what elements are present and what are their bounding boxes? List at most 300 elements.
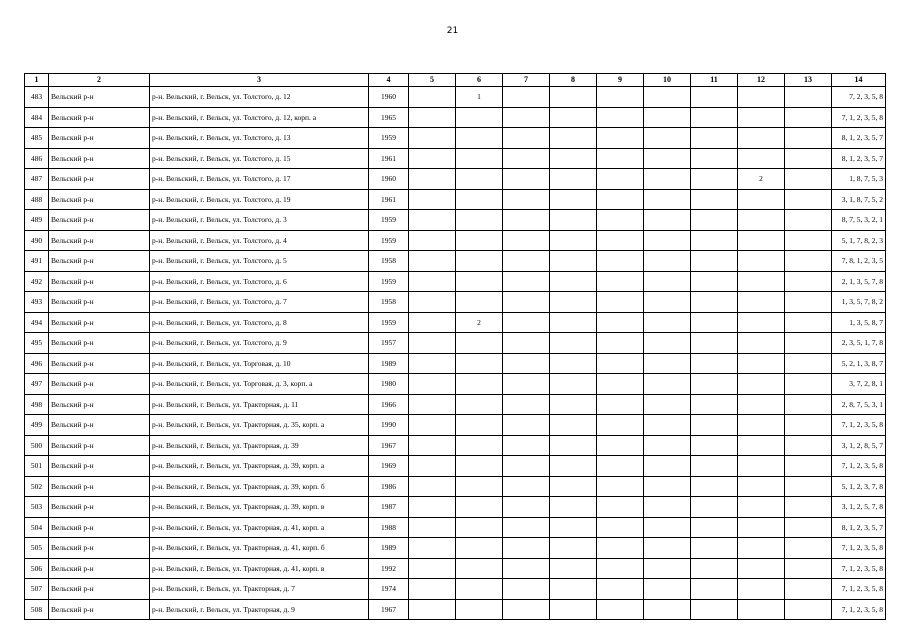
col13-cell (785, 415, 832, 436)
address-cell: р-н. Вельский, г. Вельск, ул. Толстого, д. 6 (150, 271, 369, 292)
col7-cell (503, 415, 550, 436)
col10-cell (644, 148, 691, 169)
district-cell: Вельский р-н (49, 435, 150, 456)
col6-cell (456, 107, 503, 128)
col14-cell: 2, 8, 7, 5, 3, 1 (832, 394, 886, 415)
table-row (25, 210, 886, 231)
col8-cell (550, 394, 597, 415)
col8-cell (550, 456, 597, 477)
col11-cell (691, 353, 738, 374)
col7-cell (503, 128, 550, 149)
col5-cell (409, 169, 456, 190)
col9-cell (597, 599, 644, 620)
col8-cell (550, 497, 597, 518)
col6-cell (456, 189, 503, 210)
col9-cell (597, 169, 644, 190)
row-number: 495 (25, 333, 49, 354)
col5-cell (409, 312, 456, 333)
year-cell: 1959 (369, 312, 409, 333)
col5-cell (409, 210, 456, 231)
col11-cell (691, 87, 738, 108)
row-number: 485 (25, 128, 49, 149)
col11-cell (691, 497, 738, 518)
col9-cell (597, 456, 644, 477)
col10-cell (644, 558, 691, 579)
row-number: 488 (25, 189, 49, 210)
col8-cell (550, 148, 597, 169)
district-cell: Вельский р-н (49, 312, 150, 333)
table-row (25, 456, 886, 477)
year-cell: 1960 (369, 169, 409, 190)
col5-cell (409, 251, 456, 272)
col6-cell (456, 456, 503, 477)
col8-cell (550, 292, 597, 313)
col14-cell: 7, 1, 2, 3, 5, 8 (832, 107, 886, 128)
address-cell: р-н. Вельский, г. Вельск, ул. Тракторная, д. 39 (150, 435, 369, 456)
row-number: 503 (25, 497, 49, 518)
col6-cell (456, 394, 503, 415)
district-cell: Вельский р-н (49, 558, 150, 579)
col6-cell (456, 353, 503, 374)
column-header-5: 5 (409, 74, 456, 87)
col12-cell (738, 312, 785, 333)
table-row (25, 292, 886, 313)
table-row (25, 599, 886, 620)
col8-cell (550, 128, 597, 149)
col11-cell (691, 538, 738, 559)
table-row (25, 435, 886, 456)
district-cell: Вельский р-н (49, 189, 150, 210)
col10-cell (644, 128, 691, 149)
col6-cell (456, 210, 503, 231)
district-cell: Вельский р-н (49, 456, 150, 477)
col8-cell (550, 599, 597, 620)
address-cell: р-н. Вельский, г. Вельск, ул. Торговая, д. 3, корп. а (150, 374, 369, 395)
col6-cell (456, 497, 503, 518)
year-cell: 1960 (369, 87, 409, 108)
col6-cell (456, 558, 503, 579)
table-row (25, 169, 886, 190)
row-number: 483 (25, 87, 49, 108)
col8-cell (550, 517, 597, 538)
year-cell: 1974 (369, 579, 409, 600)
col6-cell (456, 435, 503, 456)
col6-cell (456, 292, 503, 313)
col5-cell (409, 128, 456, 149)
col7-cell (503, 456, 550, 477)
address-cell: р-н. Вельский, г. Вельск, ул. Тракторная, д. 41, корп. в (150, 558, 369, 579)
col6-cell (456, 517, 503, 538)
col13-cell (785, 271, 832, 292)
col11-cell (691, 189, 738, 210)
col9-cell (597, 292, 644, 313)
col12-cell (738, 517, 785, 538)
district-cell: Вельский р-н (49, 333, 150, 354)
col9-cell (597, 87, 644, 108)
table-row (25, 230, 886, 251)
district-cell: Вельский р-н (49, 148, 150, 169)
col10-cell (644, 189, 691, 210)
col14-cell: 8, 1, 2, 3, 5, 7 (832, 517, 886, 538)
col7-cell (503, 374, 550, 395)
col11-cell (691, 128, 738, 149)
col12-cell (738, 128, 785, 149)
address-cell: р-н. Вельский, г. Вельск, ул. Толстого, д. 8 (150, 312, 369, 333)
col14-cell: 3, 1, 8, 7, 5, 2 (832, 189, 886, 210)
col7-cell (503, 579, 550, 600)
table-row (25, 374, 886, 395)
col10-cell (644, 353, 691, 374)
col11-cell (691, 599, 738, 620)
col6-cell (456, 599, 503, 620)
district-cell: Вельский р-н (49, 517, 150, 538)
col9-cell (597, 435, 644, 456)
col14-cell: 1, 3, 5, 8, 7 (832, 312, 886, 333)
col14-cell: 7, 1, 2, 3, 5, 8 (832, 415, 886, 436)
table-row (25, 251, 886, 272)
col11-cell (691, 435, 738, 456)
col8-cell (550, 476, 597, 497)
table-row (25, 271, 886, 292)
col11-cell (691, 107, 738, 128)
col8-cell (550, 579, 597, 600)
table-row (25, 333, 886, 354)
col11-cell (691, 251, 738, 272)
year-cell: 1988 (369, 517, 409, 538)
col14-cell: 8, 1, 2, 3, 5, 7 (832, 128, 886, 149)
col13-cell (785, 599, 832, 620)
col11-cell (691, 169, 738, 190)
col7-cell (503, 517, 550, 538)
district-cell: Вельский р-н (49, 497, 150, 518)
column-header-11: 11 (691, 74, 738, 87)
col10-cell (644, 251, 691, 272)
year-cell: 1959 (369, 230, 409, 251)
column-header-7: 7 (503, 74, 550, 87)
address-cell: р-н. Вельский, г. Вельск, ул. Толстого, д. 7 (150, 292, 369, 313)
year-cell: 1986 (369, 476, 409, 497)
col11-cell (691, 415, 738, 436)
col7-cell (503, 558, 550, 579)
district-cell: Вельский р-н (49, 210, 150, 231)
col12-cell (738, 251, 785, 272)
col12-cell (738, 374, 785, 395)
col13-cell (785, 107, 832, 128)
col10-cell (644, 87, 691, 108)
col12-cell (738, 210, 785, 231)
col8-cell (550, 230, 597, 251)
col14-cell: 7, 1, 2, 3, 5, 8 (832, 558, 886, 579)
col12-cell: 2 (738, 169, 785, 190)
row-number: 500 (25, 435, 49, 456)
col13-cell (785, 497, 832, 518)
year-cell: 1957 (369, 333, 409, 354)
col14-cell: 3, 7, 2, 8, 1 (832, 374, 886, 395)
col13-cell (785, 292, 832, 313)
col10-cell (644, 579, 691, 600)
col9-cell (597, 230, 644, 251)
col9-cell (597, 251, 644, 272)
col7-cell (503, 230, 550, 251)
table-row (25, 107, 886, 128)
col5-cell (409, 333, 456, 354)
col5-cell (409, 189, 456, 210)
col7-cell (503, 333, 550, 354)
row-number: 484 (25, 107, 49, 128)
registry-table (24, 73, 886, 620)
col13-cell (785, 394, 832, 415)
row-number: 506 (25, 558, 49, 579)
year-cell: 1966 (369, 394, 409, 415)
year-cell: 1959 (369, 271, 409, 292)
col8-cell (550, 87, 597, 108)
col5-cell (409, 394, 456, 415)
col12-cell (738, 415, 785, 436)
col8-cell (550, 415, 597, 436)
col12-cell (738, 456, 785, 477)
col11-cell (691, 230, 738, 251)
district-cell: Вельский р-н (49, 353, 150, 374)
address-cell: р-н. Вельский, г. Вельск, ул. Толстого, д. 12, корп. а (150, 107, 369, 128)
col9-cell (597, 107, 644, 128)
table-row (25, 558, 886, 579)
col6-cell (456, 169, 503, 190)
year-cell: 1987 (369, 497, 409, 518)
col13-cell (785, 251, 832, 272)
col14-cell: 3, 1, 2, 5, 7, 8 (832, 497, 886, 518)
col7-cell (503, 538, 550, 559)
col10-cell (644, 271, 691, 292)
table-row (25, 579, 886, 600)
col5-cell (409, 456, 456, 477)
col11-cell (691, 579, 738, 600)
col14-cell: 2, 1, 3, 5, 7, 8 (832, 271, 886, 292)
column-header-4: 4 (369, 74, 409, 87)
col9-cell (597, 476, 644, 497)
col13-cell (785, 538, 832, 559)
column-header-3: 3 (150, 74, 369, 87)
col12-cell (738, 394, 785, 415)
year-cell: 1967 (369, 599, 409, 620)
col13-cell (785, 312, 832, 333)
col12-cell (738, 107, 785, 128)
col11-cell (691, 271, 738, 292)
col12-cell (738, 292, 785, 313)
col5-cell (409, 497, 456, 518)
col8-cell (550, 435, 597, 456)
row-number: 492 (25, 271, 49, 292)
address-cell: р-н. Вельский, г. Вельск, ул. Толстого, д. 4 (150, 230, 369, 251)
col10-cell (644, 599, 691, 620)
col5-cell (409, 538, 456, 559)
col8-cell (550, 374, 597, 395)
year-cell: 1961 (369, 189, 409, 210)
col12-cell (738, 558, 785, 579)
row-number: 489 (25, 210, 49, 231)
column-header-6: 6 (456, 74, 503, 87)
table-row (25, 312, 886, 333)
row-number: 490 (25, 230, 49, 251)
col7-cell (503, 251, 550, 272)
district-cell: Вельский р-н (49, 128, 150, 149)
district-cell: Вельский р-н (49, 251, 150, 272)
col11-cell (691, 374, 738, 395)
col9-cell (597, 271, 644, 292)
col6-cell (456, 476, 503, 497)
col10-cell (644, 435, 691, 456)
col13-cell (785, 333, 832, 354)
year-cell: 1958 (369, 251, 409, 272)
col10-cell (644, 415, 691, 436)
col5-cell (409, 271, 456, 292)
col12-cell (738, 435, 785, 456)
col8-cell (550, 558, 597, 579)
year-cell: 1989 (369, 353, 409, 374)
col7-cell (503, 312, 550, 333)
col12-cell (738, 148, 785, 169)
col14-cell: 7, 1, 2, 3, 5, 8 (832, 599, 886, 620)
col14-cell: 7, 8, 1, 2, 3, 5 (832, 251, 886, 272)
col12-cell (738, 271, 785, 292)
col8-cell (550, 333, 597, 354)
col5-cell (409, 415, 456, 436)
column-header-2: 2 (49, 74, 150, 87)
row-number: 502 (25, 476, 49, 497)
table-header-row (25, 74, 886, 87)
col14-cell: 3, 1, 2, 8, 5, 7 (832, 435, 886, 456)
col6-cell: 1 (456, 87, 503, 108)
col6-cell (456, 251, 503, 272)
col11-cell (691, 456, 738, 477)
col10-cell (644, 476, 691, 497)
column-header-12: 12 (738, 74, 785, 87)
col10-cell (644, 169, 691, 190)
col13-cell (785, 128, 832, 149)
col12-cell (738, 579, 785, 600)
col10-cell (644, 497, 691, 518)
col14-cell: 5, 2, 1, 3, 8, 7 (832, 353, 886, 374)
col11-cell (691, 394, 738, 415)
col14-cell: 1, 3, 5, 7, 8, 2 (832, 292, 886, 313)
col14-cell: 7, 2, 3, 5, 8 (832, 87, 886, 108)
year-cell: 1961 (369, 148, 409, 169)
table-row (25, 476, 886, 497)
table-row (25, 128, 886, 149)
address-cell: р-н. Вельский, г. Вельск, ул. Толстого, д. 15 (150, 148, 369, 169)
col7-cell (503, 292, 550, 313)
district-cell: Вельский р-н (49, 394, 150, 415)
col5-cell (409, 476, 456, 497)
row-number: 501 (25, 456, 49, 477)
col9-cell (597, 517, 644, 538)
col6-cell (456, 579, 503, 600)
col13-cell (785, 579, 832, 600)
col14-cell: 8, 7, 5, 3, 2, 1 (832, 210, 886, 231)
col8-cell (550, 312, 597, 333)
col6-cell (456, 415, 503, 436)
col5-cell (409, 558, 456, 579)
col12-cell (738, 599, 785, 620)
col12-cell (738, 333, 785, 354)
col13-cell (785, 353, 832, 374)
col10-cell (644, 456, 691, 477)
col11-cell (691, 292, 738, 313)
col9-cell (597, 128, 644, 149)
col10-cell (644, 210, 691, 231)
col10-cell (644, 107, 691, 128)
year-cell: 1980 (369, 374, 409, 395)
address-cell: р-н. Вельский, г. Вельск, ул. Толстого, д. 17 (150, 169, 369, 190)
col7-cell (503, 599, 550, 620)
col7-cell (503, 394, 550, 415)
col14-cell: 7, 1, 2, 3, 5, 8 (832, 538, 886, 559)
col11-cell (691, 210, 738, 231)
col6-cell (456, 374, 503, 395)
col7-cell (503, 353, 550, 374)
col9-cell (597, 374, 644, 395)
col13-cell (785, 169, 832, 190)
district-cell: Вельский р-н (49, 374, 150, 395)
row-number: 496 (25, 353, 49, 374)
col11-cell (691, 148, 738, 169)
col13-cell (785, 435, 832, 456)
col6-cell (456, 538, 503, 559)
col13-cell (785, 210, 832, 231)
col13-cell (785, 517, 832, 538)
col13-cell (785, 189, 832, 210)
column-header-8: 8 (550, 74, 597, 87)
col12-cell (738, 538, 785, 559)
year-cell: 1969 (369, 456, 409, 477)
col9-cell (597, 538, 644, 559)
col6-cell (456, 230, 503, 251)
col11-cell (691, 558, 738, 579)
col5-cell (409, 353, 456, 374)
col14-cell: 8, 1, 2, 3, 5, 7 (832, 148, 886, 169)
address-cell: р-н. Вельский, г. Вельск, ул. Тракторная, д. 41, корп. б (150, 538, 369, 559)
row-number: 507 (25, 579, 49, 600)
row-number: 494 (25, 312, 49, 333)
col13-cell (785, 230, 832, 251)
col13-cell (785, 148, 832, 169)
col10-cell (644, 312, 691, 333)
col12-cell (738, 230, 785, 251)
col9-cell (597, 333, 644, 354)
table-row (25, 415, 886, 436)
table-row (25, 517, 886, 538)
row-number: 493 (25, 292, 49, 313)
col14-cell: 2, 3, 5, 1, 7, 8 (832, 333, 886, 354)
col5-cell (409, 579, 456, 600)
col8-cell (550, 251, 597, 272)
address-cell: р-н. Вельский, г. Вельск, ул. Тракторная, д. 9 (150, 599, 369, 620)
col11-cell (691, 312, 738, 333)
col9-cell (597, 189, 644, 210)
table-row (25, 497, 886, 518)
row-number: 486 (25, 148, 49, 169)
col10-cell (644, 538, 691, 559)
col14-cell: 5, 1, 7, 8, 2, 3 (832, 230, 886, 251)
col6-cell (456, 128, 503, 149)
col9-cell (597, 579, 644, 600)
address-cell: р-н. Вельский, г. Вельск, ул. Тракторная, д. 41, корп. а (150, 517, 369, 538)
col7-cell (503, 107, 550, 128)
year-cell: 1958 (369, 292, 409, 313)
col12-cell (738, 497, 785, 518)
column-header-14: 14 (832, 74, 886, 87)
col6-cell: 2 (456, 312, 503, 333)
district-cell: Вельский р-н (49, 292, 150, 313)
